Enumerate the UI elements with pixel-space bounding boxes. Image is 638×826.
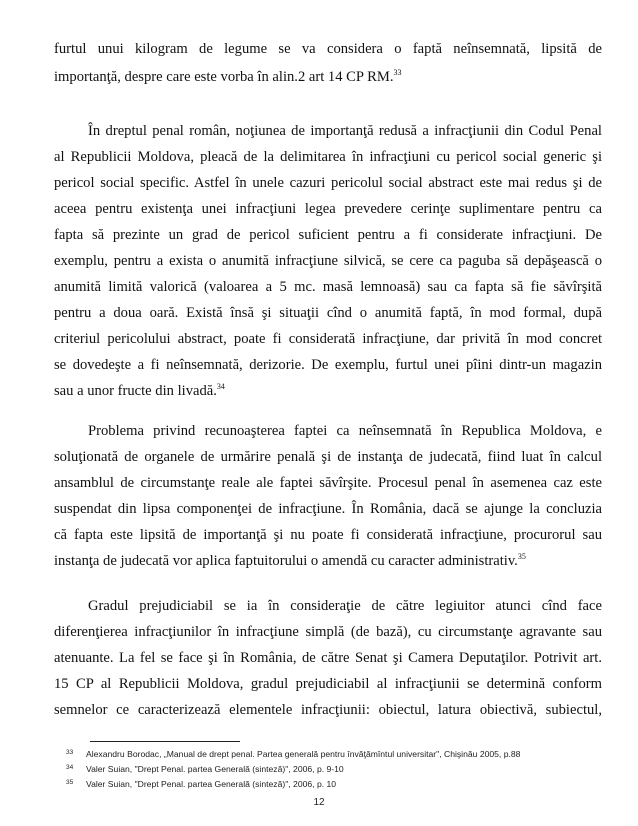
footnote-text: Alexandru Borodac, „Manual de drept penal. Partea generală pentru învăţămîntul universitar", Chişinău 2005, p.88	[86, 749, 521, 759]
paragraph-line: diferenţierea infracţiunilor în infracţiune simplă (de bază), cu circumstanţe agravante sau	[54, 624, 602, 640]
footnote-separator	[90, 741, 240, 742]
paragraph-line-text: importanţă, despre care este vorba în alin.2 art 14 CP RM.	[54, 69, 394, 85]
paragraph-line: aceea pentru existenţa unei infracţiuni legea prevedere cerinţe suplimentare pentru ca	[54, 201, 602, 217]
paragraph-line: semnelor ce caracterizează elementele infracţiunii: obiectul, latura obiectivă, subiectul,	[54, 702, 602, 718]
footnote	[66, 777, 606, 790]
footnote	[66, 747, 606, 760]
paragraph-line: Gradul prejudiciabil se ia în consideraţie de către legiuitor atunci cînd face	[88, 598, 602, 614]
paragraph-line: anumită limită valorică (valoarea a 5 mc. masă lemnoasă) sau ca fapta să fie săvîrşită	[54, 279, 602, 295]
paragraph-line: fapta să prezinte un grad de pericol suficient pentru a fi considerate infracţiuni. De	[54, 227, 602, 243]
paragraph-line	[54, 382, 602, 400]
footnote-reference[interactable]: 34	[216, 382, 225, 391]
paragraph-line: pentru a doua oară. Există însă şi situaţii cînd o anumită faptă, în mod formal, după	[54, 305, 602, 321]
paragraph-line: suspendat din lipsa componenţei de infracţiune. În România, dacă se ajunge la concluzia	[54, 501, 602, 517]
paragraph-line: 15 CP al Republicii Moldova, gradul prejudiciabil al infracţiunii se determină conform	[54, 676, 602, 692]
paragraph-line-text: sau a unor fructe din livadă.	[54, 383, 217, 399]
paragraph-line: În dreptul penal român, noţiunea de importanţă redusă a infracţiunii din Codul Penal	[88, 123, 602, 139]
footnote-reference[interactable]: 35	[517, 552, 526, 561]
paragraph-line: criteriul pericolului abstract, poate fi considerată infracţiune, dar privită în mod concret	[54, 331, 602, 347]
paragraph-line: ansamblul de circumstanţe reale ale faptei săvîrşite. Procesul penal în asemenea caz este	[54, 475, 602, 491]
paragraph-line-text: instanţa de judecată vor aplica faptuitorului o amendă cu caracter administrativ.	[54, 553, 518, 569]
paragraph-line: se dovedeşte a fi neînsemnată, derizorie. De exemplu, furtul unei pîini dintr-un magazin	[54, 357, 602, 373]
paragraph-line: că fapta este lipsită de importanţă şi nu poate fi considerată infracţiune, procurorul sau	[54, 527, 602, 543]
page-number: 12	[313, 797, 325, 808]
footnote-number: 33	[66, 749, 74, 756]
footnote-number: 34	[66, 764, 74, 771]
paragraph-line: pericol social specific. Astfel în unele cazuri pericolul social abstract este mai redus şi de	[54, 175, 602, 191]
footnote-number: 35	[66, 779, 74, 786]
paragraph-line: exemplu, pentru a exista o anumită infracţiune silvică, se cere ca paguba să depăşească o	[54, 253, 602, 269]
paragraph-line: al Republicii Moldova, pleacă de la delimitarea în infracţiuni cu pericol social generic şi	[54, 149, 602, 165]
paragraph-line: atenuante. La fel se face şi în România, de către Senat şi Camera Deputaţilor. Potrivit art.	[54, 650, 602, 666]
footnote-text: Valer Suian, "Drept Penal. partea Generală (sinteză)", 2006, p. 9-10	[86, 764, 344, 774]
paragraph-line: Problema privind recunoaşterea faptei ca neînsemnată în Republica Moldova, e	[88, 423, 602, 439]
footnote-reference[interactable]: 33	[393, 68, 402, 77]
footnote	[66, 762, 606, 775]
paragraph-line: furtul unui kilogram de legume se va considera o faptă neînsemnată, lipsită de	[54, 41, 602, 57]
paragraph-line: soluţionată de organele de urmărire penală şi de instanţa de judecată, fiind luat în calcul	[54, 449, 602, 465]
paragraph-line	[54, 68, 602, 86]
paragraph-line	[54, 552, 602, 570]
footnote-text: Valer Suian, "Drept Penal. partea Generală (sinteză)", 2006, p. 10	[86, 779, 337, 789]
